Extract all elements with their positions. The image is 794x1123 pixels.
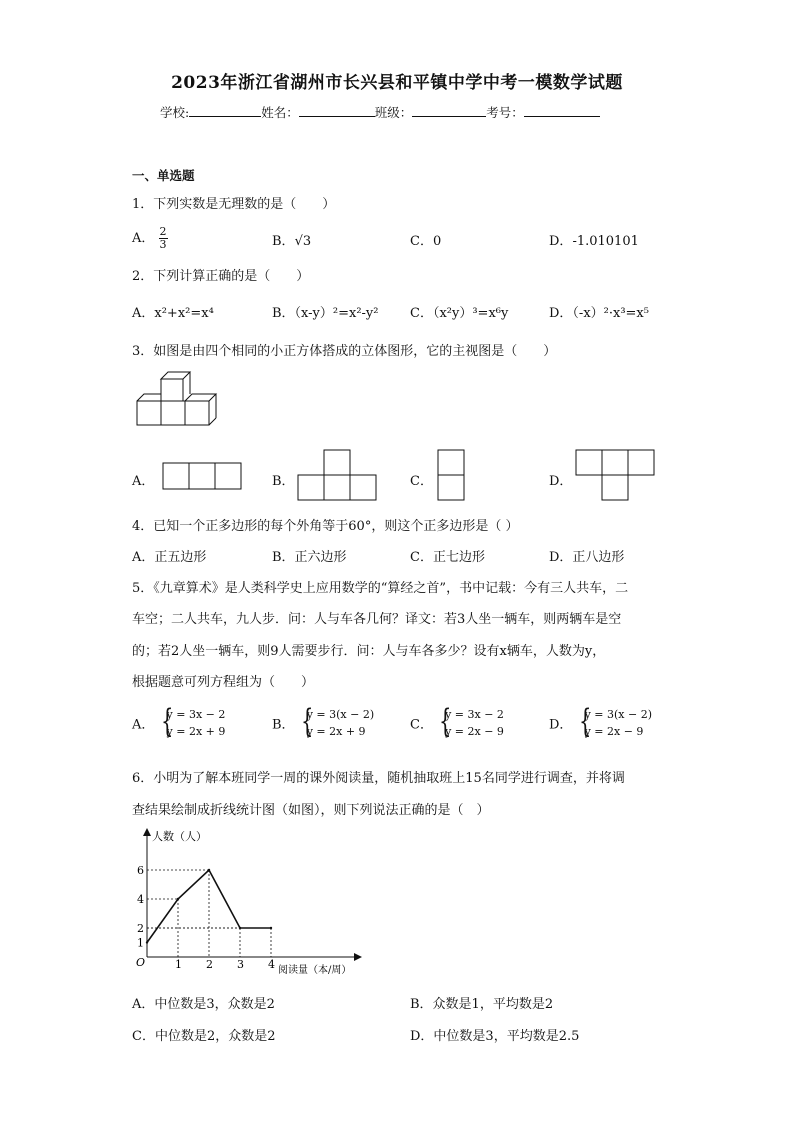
q4-option-c[interactable]: C．正七边形 [410,550,485,565]
cube-solid-figure [130,368,220,430]
denominator: 3 [159,238,167,251]
class-blank[interactable] [412,104,486,117]
question-5-line-3: 的；若2人坐一辆车，则9人需要步行．问：人与车各多少？设有x辆车，人数为y， [132,644,606,659]
option-label: D． [549,717,573,733]
q2-option-d[interactable]: D．（-x）²·x³=x⁵ [549,306,649,321]
q5-option-c[interactable] [410,706,504,740]
q1-option-a[interactable] [132,226,168,251]
q6-option-b[interactable]: B．众数是1，平均数是2 [410,997,554,1012]
x-tick-label: 4 [268,958,275,971]
q5-option-d[interactable] [549,706,652,740]
y-axis-label: 人数（人） [152,830,207,843]
equation: { y = 3(x − 2) [306,708,375,721]
option-label: B． [272,234,295,249]
q5-option-b[interactable] [272,706,374,740]
q1-option-d[interactable] [549,230,639,249]
q3-option-b-label[interactable]: B． [272,474,295,489]
fraction [159,226,168,251]
question-3: 3．如图是由四个相同的小正方体搭成的立体图形，它的主视图是（ ） [132,344,557,359]
number-label: 考号： [486,105,524,120]
reading-line-chart [130,826,370,978]
data-point [208,869,210,871]
q3-option-d-label[interactable]: D． [549,474,573,489]
q3-option-c-figure[interactable] [437,449,465,501]
data-point [270,927,272,929]
q1-option-b[interactable] [272,230,311,249]
origin-label: O [136,956,146,969]
school-label: 学校: [160,105,190,120]
question-4: 4．已知一个正多边形的每个外角等于60°，则这个正多边形是（ ） [132,519,519,534]
q3-option-a-figure[interactable] [162,462,244,490]
equation: y = 2x + 9 [166,725,226,738]
q1-option-c[interactable] [410,230,441,249]
equation-system [159,706,226,740]
question-5-line-2: 车空；二人共车，九人步．问：人与车各几何？译文：若3人坐一辆车，则两辆车是空 [132,612,622,627]
q4-option-b[interactable]: B．正六边形 [272,550,347,565]
x-tick-label: 1 [175,958,182,971]
q6-option-d[interactable]: D．中位数是3，平均数是2.5 [410,1029,580,1044]
data-point [146,941,148,943]
q3-option-c-label[interactable]: C． [410,474,433,489]
y-tick-label: 4 [137,893,144,906]
q3-option-d-figure[interactable] [575,449,657,502]
equation-system [437,706,504,740]
numerator: 2 [159,225,167,238]
question-5-line-1: 5．《九章算术》是人类科学史上应用数学的“算经之首”，书中记载：今有三人共车，二 [132,581,629,596]
class-label: 班级： [374,105,413,120]
q6-option-c[interactable]: C．中位数是2，众数是2 [132,1029,276,1044]
equation: y = 2x − 9 [584,725,644,738]
y-tick-label: 2 [137,922,144,935]
x-tick-label: 2 [206,958,213,971]
page-title: 2023年浙江省湖州市长兴县和平镇中学中考一模数学试题 [171,73,623,93]
x-tick-label: 3 [237,958,244,971]
q2-option-c[interactable]: C．（x²y）³=x⁶y [410,306,509,321]
question-2: 2．下列计算正确的是（ ） [132,269,310,284]
option-label: C． [410,717,433,733]
name-blank[interactable] [299,104,375,117]
equation: y = 2x − 9 [445,725,504,738]
q2-option-a[interactable]: A．x²+x²=x⁴ [132,306,214,321]
section-heading: 一、单选题 [132,168,195,183]
question-6-line-1: 6．小明为了解本班同学一周的课外阅读量，随机抽取班上15名同学进行调查，并将调 [132,771,625,786]
q6-option-a[interactable]: A．中位数是3，众数是2 [132,997,275,1012]
option-value: 0 [432,234,442,249]
school-blank[interactable] [189,104,261,117]
option-label: B． [272,717,295,733]
data-point [177,898,179,900]
q2-option-b[interactable]: B．（x-y）²=x²-y² [272,306,379,321]
y-tick-label: 1 [137,936,144,950]
option-value: -1.010101 [572,234,639,249]
question-1: 1．下列实数是无理数的是（ ） [132,197,336,212]
option-label: D． [549,234,573,249]
number-blank[interactable] [524,104,600,117]
question-5-line-4: 根据题意可列方程组为（ ） [132,675,315,690]
option-label: A． [132,717,155,733]
x-axis-label: 阅读量（本/周） [278,965,352,976]
q5-option-a[interactable] [132,706,225,740]
q3-option-b-figure[interactable] [297,449,377,501]
option-label: C． [410,234,433,249]
equation: { y = 3(x − 2) [584,708,652,721]
option-value: √3 [294,234,312,249]
name-label: 姓名： [261,105,299,120]
question-6-line-2: 查结果绘制成折线统计图（如图），则下列说法正确的是（ ） [132,803,490,818]
equation: { y = 3x − 2 [445,708,504,721]
equation-system [299,706,374,740]
student-info-line [160,103,600,121]
q4-option-a[interactable]: A．正五边形 [132,550,207,565]
y-tick-label: 6 [137,864,144,877]
option-label: A． [132,231,155,246]
equation-system [577,706,652,740]
q4-option-d[interactable]: D．正八边形 [549,550,625,565]
equation: { y = 3x − 2 [166,708,226,721]
equation: y = 2x + 9 [306,725,366,738]
data-point [239,927,241,929]
q3-option-a-label[interactable]: A． [132,474,155,489]
